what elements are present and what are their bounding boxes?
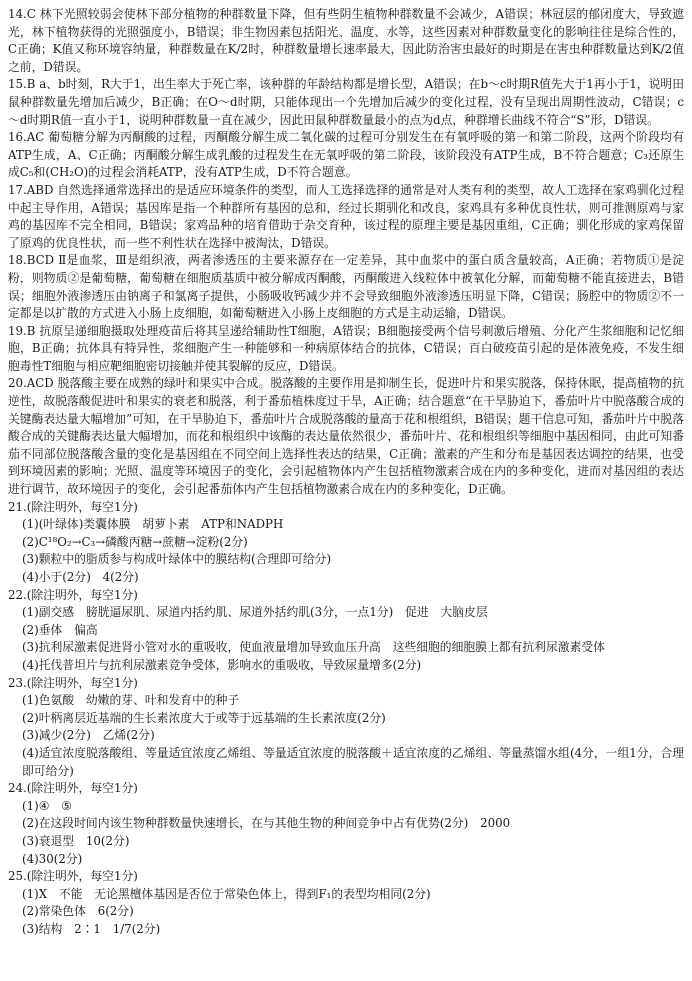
question-explanation: 脱落酸主要在成熟的绿叶和果实中合成。脱落酸的主要作用是抑制生长，促进叶片和果实脱落，保持休眠，提高植物的抗逆性，故脱落酸促进叶和果实的衰老和脱落，利于番茄植株度过干旱，A正确；结合题意“在干旱胁迫下，番茄叶片中脱落酸合成的关键酶表达量大幅增加”可知，在干旱胁迫下，番茄叶片合成脱落酸的量高于花和根组织，B错误；题干信息可知，番茄叶片中脱落酸合成的关键酶表达量大幅增加，而花和根组织中该酶的表达量依然很少，番茄叶片、花和根组织等细胞中基因相同，由此可知番茄不同部位脱落酸含量的变化是基因组在不同空间上选择性表达的结果，C正确；激素的产生和分布是基因表达调控的结果，也受到环境因素的影响；光照、温度等环境因子的变化，会引起植物体内产生包括植物激素合成在内的多种变化，进而对基因组的表达进行调节，故环境因子的变化，会引起番茄体内产生包括植物激素合成在内的多种变化，D正确。 bbox=[8, 376, 684, 497]
question-answer: ABD bbox=[26, 182, 54, 197]
answer-item: (1)色氨酸 幼嫩的芽、叶和发育中的种子 bbox=[22, 693, 240, 708]
question-20 bbox=[8, 375, 684, 498]
question-21 bbox=[8, 499, 684, 587]
answer-item: (2)在这段时间内该生物种群数量快速增长，在与其他生物的种间竞争中占有优势(2分) 2000 bbox=[22, 816, 511, 831]
answer-item: (3)结构 2∶1 1/7(2分) bbox=[22, 921, 161, 936]
question-answer: B bbox=[26, 77, 36, 92]
question-explanation: 林下光照较弱会使林下部分植物的种群数量下降，但有些阴生植物种群数量不会减少，A错误；林冠层的郁闭度大，导致遮光，林下植物获得的光照强度小，B错误；非生物因素包括阳光、温度、水等，这些因素对种群数量变化的影响往往是综合性的，C正确；K值又称环境容纳量，种群数量在K/2时，种群数量增长速率最大，因此防治害虫最好的时期是在害虫种群数量达到K/2值之前，D错误。 bbox=[8, 7, 684, 74]
question-answer: BCD bbox=[26, 253, 55, 268]
question-explanation: a、b时刻，R大于1，出生率大于死亡率，该种群的年龄结构都是增长型，A错误；在b～c时期R值先大于1再小于1，说明田鼠种群数量先增加后减少，B正确；在O～d时期，只能体现出一个先增加后减少的变化过程，没有呈现出周期性波动，C错误；c～d时期R值一直小于1，说明种群数量一直在减少，因此田鼠种群数量最小的点为d点，种群增长曲线不符合“S”形，D错误。 bbox=[8, 77, 684, 127]
answer-item: (2)叶柄离层近基端的生长素浓度大于或等于远基端的生长素浓度(2分) bbox=[22, 710, 386, 725]
question-answer: AC bbox=[26, 130, 45, 145]
answer-item: (3)抗利尿激素促进肾小管对水的重吸收，使血液量增加导致血压升高 这些细胞的细胞膜上都有抗利尿激素受体 bbox=[22, 640, 605, 655]
question-number: 23. bbox=[8, 675, 27, 690]
answer-item: (1)副交感 膀胱逼尿肌、尿道内括约肌、尿道外括约肌(3分，一点1分) 促进 大脑皮层 bbox=[22, 605, 488, 620]
question-23 bbox=[8, 675, 684, 781]
question-18 bbox=[8, 252, 684, 322]
question-number: 20. bbox=[8, 376, 27, 391]
question-number: 17. bbox=[8, 182, 27, 197]
answer-item: (4)适宜浓度脱落酸组、等量适宜浓度乙烯组、等量适宜浓度的脱落酸＋适宜浓度的乙烯组、等量蒸馏水组(4分，一组1分，合理即可给分) bbox=[22, 745, 684, 778]
answer-item: (1)X 不能 无论黑檀体基因是否位于常染色体上，得到F₁的表型均相同(2分) bbox=[22, 886, 431, 901]
question-24 bbox=[8, 780, 684, 868]
question-number: 22. bbox=[8, 587, 27, 602]
answer-item: (1)(叶绿体)类囊体膜 胡萝卜素 ATP和NADPH bbox=[22, 517, 284, 532]
answer-item: (1)④ ⑤ bbox=[22, 798, 72, 813]
question-22 bbox=[8, 587, 684, 675]
answer-item: (4)30(2分) bbox=[22, 851, 83, 866]
question-answer: B bbox=[26, 323, 36, 338]
question-explanation: 自然选择通常选择出的是适应环境条件的类型，而人工选择选择的通常是对人类有利的类型，故人工选择在家鸡驯化过程中起主导作用，A错误；基因库是指一个种群所有基因的总和，经过长期驯化和改良，家鸡具有多种优良性状，则可推测原鸡与家鸡的基因库不完全相同，B错误；家鸡品种的培育借助于杂交育种，该过程的原理主要是基因重组，C正确；驯化形成的家鸡保留了原鸡的优良性状，而一些不利性状在选择中被淘汰，D错误。 bbox=[8, 182, 684, 250]
question-number: 14. bbox=[8, 7, 27, 21]
answer-item: (4)小于(2分) 4(2分) bbox=[22, 570, 139, 584]
scoring-note: (除注明外，每空1分) bbox=[26, 675, 138, 690]
question-16 bbox=[8, 129, 684, 182]
question-explanation: 抗原呈递细胞摄取处理疫苗后将其呈递给辅助性T细胞，A错误；B细胞接受两个信号刺激后增殖、分化产生浆细胞和记忆细胞，B正确；抗体具有特异性，浆细胞产生一种能够和一种病原体结合的抗体，C错误；百白破疫苗引起的是体液免疫，不发生细胞毒性T细胞与相应靶细胞密切接触并使其裂解的反应，D错误。 bbox=[8, 323, 685, 373]
question-number: 16. bbox=[8, 130, 27, 145]
answer-item: (2)C¹⁸O₂→C₃→磷酸丙糖→蔗糖→淀粉(2分) bbox=[22, 534, 248, 549]
scoring-note: (除注明外，每空1分) bbox=[26, 781, 138, 796]
question-17 bbox=[8, 182, 684, 252]
question-explanation: Ⅱ是血浆，Ⅲ是组织液，两者渗透压的主要来源存在一定差异，其中血浆中的蛋白质含量较高，A正确；若物质①是淀粉，则物质②是葡萄糖，葡萄糖在细胞质基质中被分解成丙酮酸，丙酮酸进入线粒体中被氧化分解，而葡萄糖不能直接进去，B错误；细胞外液渗透压由钠离子和氯离子提供，小肠吸收钙减少并不会导致细胞外液渗透压明显下降，C错误；肠腔中的物质②不一定都是以扩散的方式进入小肠上皮细胞，如葡萄糖进入小肠上皮细胞的方式是主动运输，D错误。 bbox=[8, 253, 684, 321]
question-number: 18. bbox=[8, 253, 27, 268]
question-14 bbox=[8, 6, 684, 76]
answer-item: (3)衰退型 10(2分) bbox=[22, 833, 130, 848]
question-number: 21. bbox=[8, 499, 27, 514]
scoring-note: (除注明外，每空1分) bbox=[26, 499, 138, 514]
answer-item: (2)垂体 偏高 bbox=[22, 622, 98, 637]
question-answer: C bbox=[26, 7, 36, 21]
question-number: 15. bbox=[8, 77, 27, 92]
question-answer: ACD bbox=[26, 376, 54, 391]
question-19 bbox=[8, 323, 684, 376]
answer-item: (3)减少(2分) 乙烯(2分) bbox=[22, 728, 155, 743]
question-number: 25. bbox=[8, 869, 27, 884]
question-25 bbox=[8, 868, 684, 938]
answer-item: (2)常染色体 6(2分) bbox=[22, 904, 134, 919]
question-explanation: 葡萄糖分解为丙酮酸的过程，丙酮酸分解生成二氧化碳的过程可分别发生在有氧呼吸的第一和第二阶段，这两个阶段均有ATP生成，A、C正确；丙酮酸分解生成乳酸的过程发生在无氧呼吸的第二阶段，该阶段没有ATP生成，B不符合题意；C₃还原生成C₅和(CH₂O)的过程会消耗ATP，没有ATP生成，D不符合题意。 bbox=[8, 130, 684, 180]
answer-item: (3)颗粒中的脂质参与构成叶绿体中的膜结构(合理即可给分) bbox=[22, 552, 332, 567]
question-15 bbox=[8, 76, 684, 129]
question-number: 24. bbox=[8, 781, 27, 796]
question-number: 19. bbox=[8, 323, 27, 338]
scoring-note: (除注明外，每空1分) bbox=[26, 587, 138, 602]
answer-item: (4)托伐普坦片与抗利尿激素竞争受体，影响水的重吸收，导致尿量增多(2分) bbox=[22, 657, 422, 672]
scoring-note: (除注明外，每空1分) bbox=[26, 869, 138, 884]
